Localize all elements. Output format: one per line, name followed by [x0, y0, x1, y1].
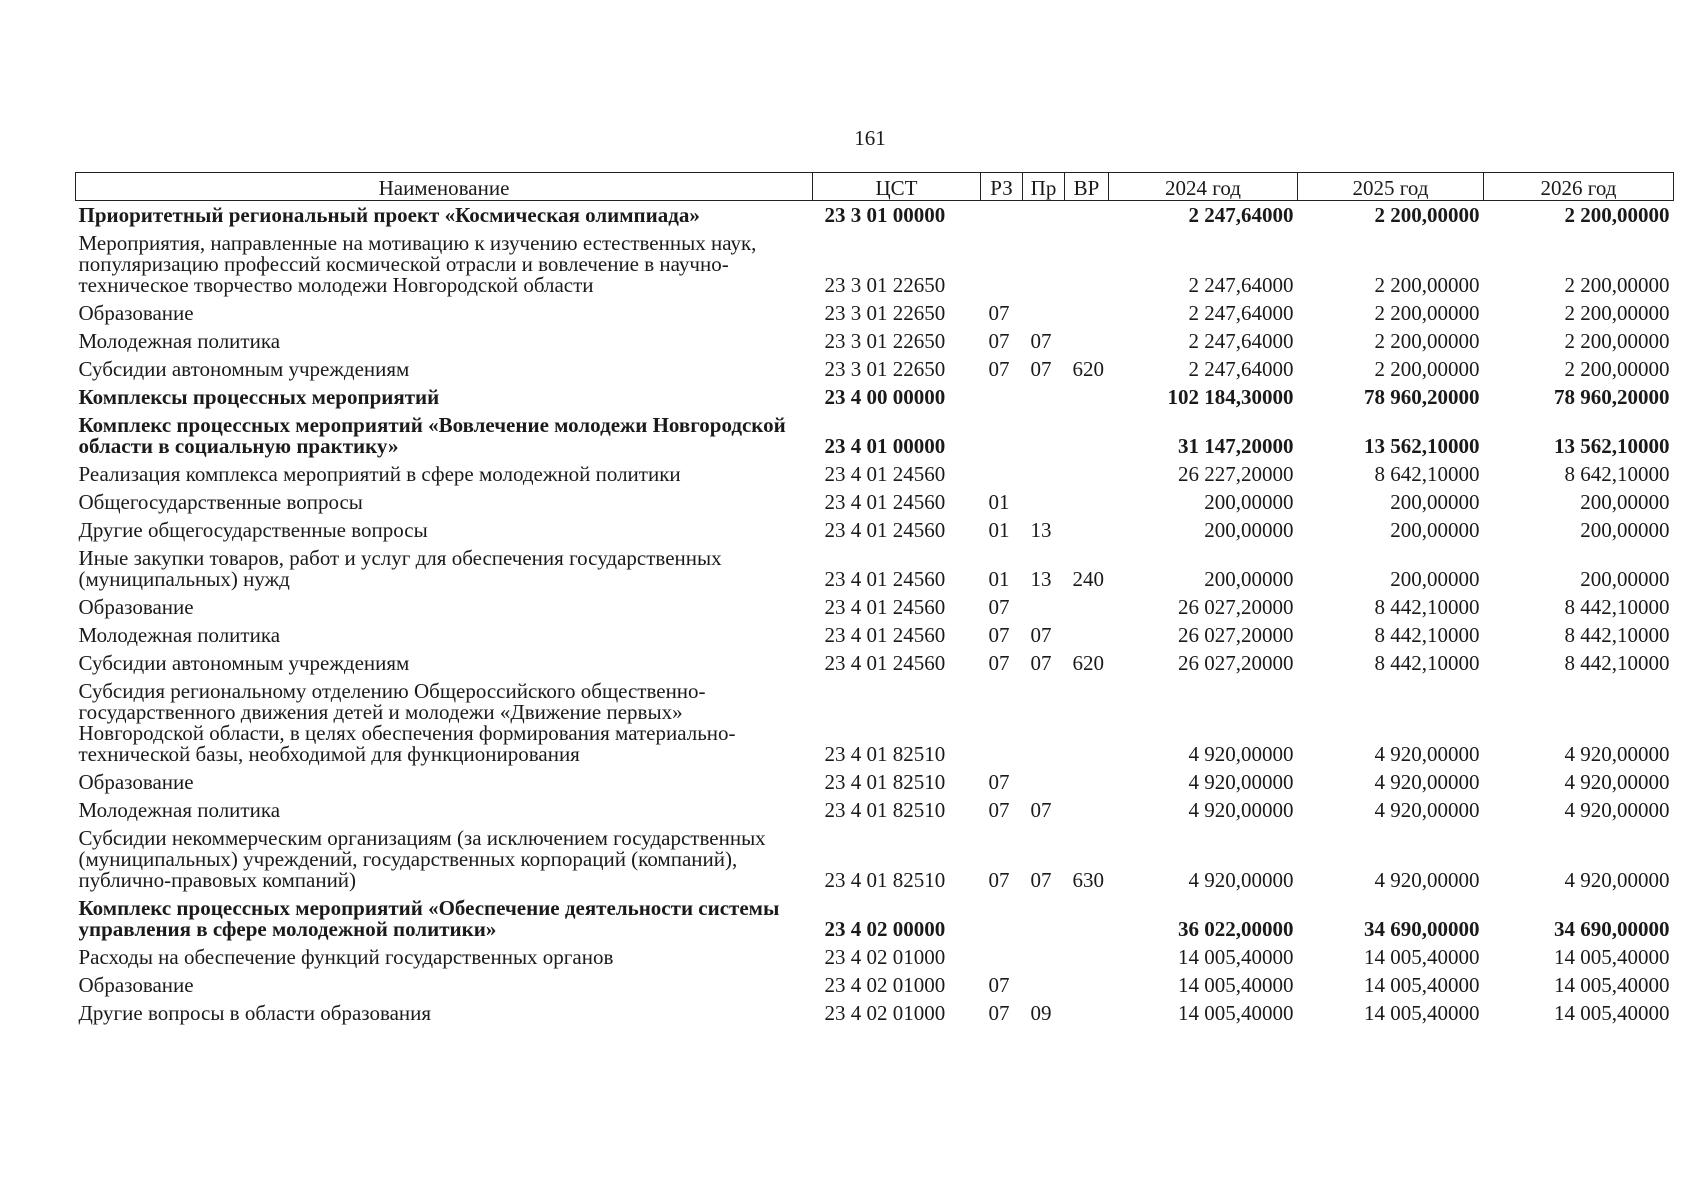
cell-vr	[1065, 460, 1109, 488]
table-row	[76, 299, 1674, 327]
cell-name: Комплексы процессных мероприятий	[78, 385, 440, 409]
table-row	[76, 943, 1674, 971]
cell-name: Образование	[78, 301, 194, 325]
cell-rz: 07	[988, 623, 1010, 647]
cell-2025: 4 920,00000	[1374, 868, 1480, 892]
cell-2026: 2 200,00000	[1564, 301, 1670, 325]
cell-2024: 4 920,00000	[1188, 742, 1294, 766]
cell-vr	[1065, 327, 1109, 355]
cell-name: Комплекс процессных мероприятий «Вовлечение молодежи Новгородской области в социальную практику»	[78, 413, 786, 458]
cell-2025: 14 005,40000	[1364, 945, 1480, 969]
cell-name: Субсидии автономным учреждениям	[78, 357, 410, 381]
cell-pr	[1023, 201, 1065, 230]
cell-rz: 07	[988, 595, 1010, 619]
cell-2026: 34 690,00000	[1554, 917, 1670, 941]
budget-table	[75, 172, 1674, 1027]
cell-2026: 200,00000	[1580, 518, 1670, 542]
cell-cst: 23 4 01 24560	[824, 595, 946, 619]
cell-2024: 200,00000	[1204, 490, 1294, 514]
table-row	[76, 894, 1674, 943]
cell-2025: 200,00000	[1390, 518, 1480, 542]
cell-name: Иные закупки товаров, работ и услуг для обеспечения государственных (муниципальных) нужд	[78, 546, 722, 591]
cell-2026: 200,00000	[1580, 490, 1670, 514]
cell-pr	[1023, 768, 1065, 796]
cell-2024: 4 920,00000	[1188, 868, 1294, 892]
header-vr: ВР	[1065, 173, 1109, 201]
cell-vr	[1065, 796, 1109, 824]
cell-2024: 26 027,20000	[1178, 651, 1294, 675]
cell-2025: 14 005,40000	[1364, 1001, 1480, 1025]
cell-cst: 23 3 01 22650	[824, 273, 946, 297]
table-row	[76, 383, 1674, 411]
table-row	[76, 516, 1674, 544]
table-row	[76, 677, 1674, 768]
cell-2026: 8 642,10000	[1564, 462, 1670, 486]
cell-cst: 23 3 01 22650	[824, 301, 946, 325]
cell-2025: 13 562,10000	[1364, 434, 1480, 458]
cell-2025: 200,00000	[1390, 490, 1480, 514]
cell-rz: 07	[988, 770, 1010, 794]
cell-2026: 78 960,20000	[1554, 385, 1670, 409]
cell-cst: 23 4 01 24560	[824, 623, 946, 647]
cell-2024: 2 247,64000	[1188, 329, 1294, 353]
cell-name: Образование	[78, 595, 194, 619]
cell-2026: 14 005,40000	[1554, 1001, 1670, 1025]
cell-vr	[1065, 677, 1109, 768]
table-row	[76, 593, 1674, 621]
cell-cst: 23 4 02 01000	[824, 1001, 946, 1025]
cell-2025: 8 442,10000	[1374, 595, 1480, 619]
header-2025: 2025 год	[1298, 173, 1484, 201]
cell-name: Приоритетный региональный проект «Космическая олимпиада»	[78, 203, 700, 227]
cell-pr	[1023, 411, 1065, 460]
header-rz: РЗ	[981, 173, 1023, 201]
cell-name: Образование	[78, 770, 194, 794]
cell-cst: 23 3 01 00000	[824, 203, 946, 227]
cell-2024: 2 247,64000	[1188, 203, 1294, 227]
cell-rz: 07	[988, 973, 1010, 997]
cell-2026: 14 005,40000	[1554, 945, 1670, 969]
table-row	[76, 355, 1674, 383]
cell-name: Субсидии некоммерческим организациям (за исключением государственных (муниципальных) учреждений, государственных корпораций (компаний), публично-правовых компаний)	[78, 826, 766, 892]
cell-pr: 13	[1030, 567, 1052, 591]
cell-2024: 200,00000	[1204, 567, 1294, 591]
cell-pr: 07	[1030, 798, 1052, 822]
cell-cst: 23 4 01 00000	[824, 434, 946, 458]
page-number: 161	[854, 126, 886, 150]
table-row	[76, 229, 1674, 299]
cell-2024: 36 022,00000	[1178, 917, 1294, 941]
cell-vr: 630	[1072, 868, 1104, 892]
header-name: Наименование	[76, 173, 813, 201]
cell-vr	[1065, 999, 1109, 1027]
cell-rz	[981, 894, 1023, 943]
cell-cst: 23 3 01 22650	[824, 357, 946, 381]
cell-2025: 4 920,00000	[1374, 742, 1480, 766]
cell-2026: 2 200,00000	[1564, 203, 1670, 227]
cell-name: Другие общегосударственные вопросы	[78, 518, 428, 542]
cell-vr	[1065, 768, 1109, 796]
cell-cst: 23 4 01 24560	[824, 490, 946, 514]
cell-vr	[1065, 516, 1109, 544]
cell-vr	[1065, 299, 1109, 327]
cell-rz	[981, 460, 1023, 488]
cell-rz	[981, 229, 1023, 299]
cell-2025: 78 960,20000	[1364, 385, 1480, 409]
cell-name: Расходы на обеспечение функций государственных органов	[78, 945, 614, 969]
cell-2024: 31 147,20000	[1178, 434, 1294, 458]
cell-pr	[1023, 229, 1065, 299]
cell-vr	[1065, 621, 1109, 649]
cell-name: Субсидии автономным учреждениям	[78, 651, 410, 675]
cell-name: Общегосударственные вопросы	[78, 490, 363, 514]
cell-2026: 8 442,10000	[1564, 623, 1670, 647]
cell-2024: 26 027,20000	[1178, 595, 1294, 619]
cell-rz: 07	[988, 798, 1010, 822]
cell-pr	[1023, 299, 1065, 327]
table-row	[76, 201, 1674, 230]
cell-name: Комплекс процессных мероприятий «Обеспечение деятельности системы управления в сфере молодежной политики»	[78, 896, 780, 941]
cell-2026: 200,00000	[1580, 567, 1670, 591]
cell-2025: 2 200,00000	[1374, 203, 1480, 227]
cell-rz: 07	[988, 868, 1010, 892]
cell-vr	[1065, 229, 1109, 299]
cell-name: Мероприятия, направленные на мотивацию к изучению естественных наук, популяризацию профессий космической отрасли и вовлечение в научно-техническое творчество молодежи Новгородской области	[78, 231, 757, 297]
cell-pr	[1023, 894, 1065, 943]
cell-rz	[981, 677, 1023, 768]
cell-2025: 4 920,00000	[1374, 770, 1480, 794]
cell-pr	[1023, 677, 1065, 768]
cell-cst: 23 4 01 82510	[824, 770, 946, 794]
cell-2024: 26 027,20000	[1178, 623, 1294, 647]
table-row	[76, 488, 1674, 516]
cell-vr	[1065, 488, 1109, 516]
cell-pr	[1023, 488, 1065, 516]
cell-vr	[1065, 201, 1109, 230]
cell-cst: 23 4 01 82510	[824, 798, 946, 822]
cell-rz: 07	[988, 357, 1010, 381]
cell-2024: 200,00000	[1204, 518, 1294, 542]
cell-pr: 09	[1030, 1001, 1052, 1025]
table-row	[76, 971, 1674, 999]
cell-cst: 23 4 02 01000	[824, 945, 946, 969]
cell-2024: 2 247,64000	[1188, 357, 1294, 381]
cell-2026: 2 200,00000	[1564, 329, 1670, 353]
cell-2025: 200,00000	[1390, 567, 1480, 591]
cell-vr	[1065, 971, 1109, 999]
cell-2024: 2 247,64000	[1188, 301, 1294, 325]
table-row	[76, 824, 1674, 894]
cell-2024: 14 005,40000	[1178, 945, 1294, 969]
cell-cst: 23 4 01 24560	[824, 462, 946, 486]
cell-2025: 2 200,00000	[1374, 273, 1480, 297]
cell-vr	[1065, 894, 1109, 943]
cell-2025: 2 200,00000	[1374, 329, 1480, 353]
cell-pr	[1023, 971, 1065, 999]
cell-cst: 23 4 01 24560	[824, 518, 946, 542]
cell-2025: 34 690,00000	[1364, 917, 1480, 941]
cell-pr	[1023, 383, 1065, 411]
cell-name: Молодежная политика	[78, 798, 281, 822]
table-header-row	[76, 173, 1674, 201]
cell-2026: 4 920,00000	[1564, 798, 1670, 822]
cell-rz: 07	[988, 301, 1010, 325]
cell-2025: 2 200,00000	[1374, 301, 1480, 325]
table-row	[76, 327, 1674, 355]
cell-vr	[1065, 411, 1109, 460]
cell-rz: 07	[988, 651, 1010, 675]
cell-rz	[981, 383, 1023, 411]
cell-2026: 2 200,00000	[1564, 273, 1670, 297]
cell-name: Другие вопросы в области образования	[78, 1001, 432, 1025]
cell-name: Образование	[78, 973, 194, 997]
cell-name: Молодежная политика	[78, 329, 281, 353]
cell-2024: 4 920,00000	[1188, 770, 1294, 794]
cell-2026: 4 920,00000	[1564, 742, 1670, 766]
table-row	[76, 999, 1674, 1027]
cell-pr: 07	[1030, 651, 1052, 675]
cell-vr: 620	[1072, 651, 1104, 675]
header-pr: Пр	[1023, 173, 1065, 201]
cell-rz: 07	[988, 329, 1010, 353]
cell-cst: 23 4 01 24560	[824, 651, 946, 675]
header-2024: 2024 год	[1109, 173, 1298, 201]
cell-pr	[1023, 593, 1065, 621]
cell-rz: 01	[988, 518, 1010, 542]
cell-rz	[981, 943, 1023, 971]
cell-cst: 23 4 00 00000	[824, 385, 946, 409]
cell-2024: 26 227,20000	[1178, 462, 1294, 486]
cell-cst: 23 4 02 01000	[824, 973, 946, 997]
cell-rz	[981, 201, 1023, 230]
cell-cst: 23 4 01 24560	[824, 567, 946, 591]
cell-rz: 01	[988, 490, 1010, 514]
cell-name: Субсидия региональному отделению Общероссийского общественно-государственного движения детей и молодежи «Движение первых» Новгородской области, в целях обеспечения формирования материально-технической базы, необходимой для функционирования	[78, 679, 736, 766]
cell-pr	[1023, 943, 1065, 971]
cell-vr	[1065, 943, 1109, 971]
cell-vr: 620	[1072, 357, 1104, 381]
cell-vr	[1065, 383, 1109, 411]
cell-2026: 8 442,10000	[1564, 651, 1670, 675]
cell-2025: 4 920,00000	[1374, 798, 1480, 822]
cell-2026: 2 200,00000	[1564, 357, 1670, 381]
cell-name: Молодежная политика	[78, 623, 281, 647]
cell-2026: 14 005,40000	[1554, 973, 1670, 997]
cell-2026: 4 920,00000	[1564, 868, 1670, 892]
cell-pr: 07	[1030, 357, 1052, 381]
cell-2024: 2 247,64000	[1188, 273, 1294, 297]
table-row	[76, 768, 1674, 796]
cell-cst: 23 3 01 22650	[824, 329, 946, 353]
cell-cst: 23 4 02 00000	[824, 917, 946, 941]
cell-cst: 23 4 01 82510	[824, 742, 946, 766]
cell-vr: 240	[1072, 567, 1104, 591]
cell-pr	[1023, 460, 1065, 488]
cell-2024: 14 005,40000	[1178, 1001, 1294, 1025]
table-body	[76, 201, 1674, 1028]
header-cst: ЦСТ	[813, 173, 981, 201]
cell-2024: 102 184,30000	[1167, 385, 1294, 409]
cell-pr: 07	[1030, 329, 1052, 353]
cell-rz: 07	[988, 1001, 1010, 1025]
cell-vr	[1065, 593, 1109, 621]
cell-2025: 8 642,10000	[1374, 462, 1480, 486]
table-row	[76, 544, 1674, 593]
header-2026: 2026 год	[1484, 173, 1674, 201]
table-row	[76, 621, 1674, 649]
table-row	[76, 796, 1674, 824]
cell-2026: 13 562,10000	[1554, 434, 1670, 458]
cell-2025: 14 005,40000	[1364, 973, 1480, 997]
cell-rz	[981, 411, 1023, 460]
cell-2026: 4 920,00000	[1564, 770, 1670, 794]
cell-2025: 2 200,00000	[1374, 357, 1480, 381]
table-row	[76, 460, 1674, 488]
cell-rz: 01	[988, 567, 1010, 591]
cell-2025: 8 442,10000	[1374, 651, 1480, 675]
cell-pr: 07	[1030, 868, 1052, 892]
cell-pr: 07	[1030, 623, 1052, 647]
cell-cst: 23 4 01 82510	[824, 868, 946, 892]
cell-2024: 14 005,40000	[1178, 973, 1294, 997]
cell-name: Реализация комплекса мероприятий в сфере молодежной политики	[78, 462, 681, 486]
cell-2025: 8 442,10000	[1374, 623, 1480, 647]
cell-2024: 4 920,00000	[1188, 798, 1294, 822]
table-row	[76, 649, 1674, 677]
cell-2026: 8 442,10000	[1564, 595, 1670, 619]
table-row	[76, 411, 1674, 460]
cell-pr: 13	[1030, 518, 1052, 542]
